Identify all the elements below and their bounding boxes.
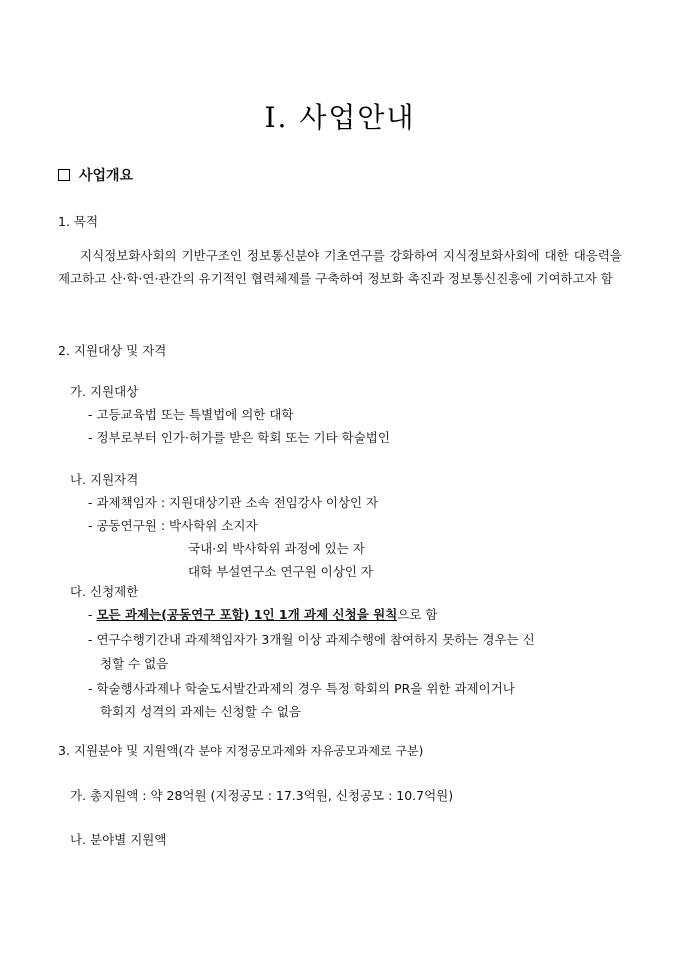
total-funding: 가. 총지원액 : 약 28억원 (지정공모 : 17.3억원, 신청공모 : 10.7억원) [70, 788, 454, 803]
funding-heading-text: 3. 지원분야 및 지원액 [58, 743, 179, 758]
restriction-item-2-cont: 청할 수 없음 [100, 656, 169, 671]
section-heading [58, 165, 133, 185]
restriction-item-3-cont: 학회지 성격의 과제는 신청할 수 없음 [100, 704, 301, 719]
qualification-pi: - 과제책임자 : 지원대상기관 소속 전임강사 이상인 자 [88, 495, 379, 510]
purpose-body [58, 244, 622, 290]
section-heading-label: 사업개요 [79, 168, 134, 184]
restriction-item-1 [88, 605, 437, 623]
restriction-rest: 으로 함 [397, 607, 438, 622]
restriction-item-3: - 학술행사과제나 학술도서발간과제의 경우 특정 학회의 PR을 위한 과제이거나 [88, 681, 515, 696]
restriction-dash: - [88, 607, 97, 622]
qualification-co-more: 대학 부설연구소 연구원 이상인 자 [188, 564, 373, 579]
qualification-label: 나. 지원자격 [70, 472, 139, 487]
checkbox-icon [58, 169, 70, 181]
funding-heading [58, 741, 423, 759]
page-title: Ⅰ. 사업안내 [264, 101, 416, 134]
target-label: 가. 지원대상 [70, 384, 139, 399]
restriction-emphasis: 모든 과제는(공동연구 포함) 1인 1개 과제 신청을 원칙 [96, 607, 398, 622]
target-item: - 정부로부터 인가·허가를 받은 학회 또는 기타 학술법인 [88, 430, 390, 445]
purpose-heading: 1. 목적 [58, 214, 99, 229]
qualification-co: - 공동연구원 : 박사학위 소지자 [88, 518, 258, 533]
restriction-item-2: - 연구수행기간내 과제책임자가 3개월 이상 과제수행에 참여하지 못하는 경우는 신 [88, 632, 535, 647]
funding-by-field: 나. 분야별 지원액 [70, 832, 167, 847]
target-item: - 고등교육법 또는 특별법에 의한 대학 [88, 407, 294, 422]
funding-heading-note: (각 분야 지정공모과제와 자유공모과제로 구분) [178, 744, 424, 758]
eligibility-heading: 2. 지원대상 및 자격 [58, 343, 167, 358]
restriction-label: 다. 신청제한 [70, 584, 139, 599]
qualification-co-more: 국내·외 박사학위 과정에 있는 자 [188, 541, 365, 556]
purpose-body-text: 지식정보화사회의 기반구조인 정보통신분야 기초연구를 강화하여 지식정보화사회에 대한 대응력을 제고하고 산·학·연·관간의 유기적인 협력체제를 구축하여 정보화 촉진과 정보통신진흥에 기여하고자 함 [58, 248, 622, 286]
